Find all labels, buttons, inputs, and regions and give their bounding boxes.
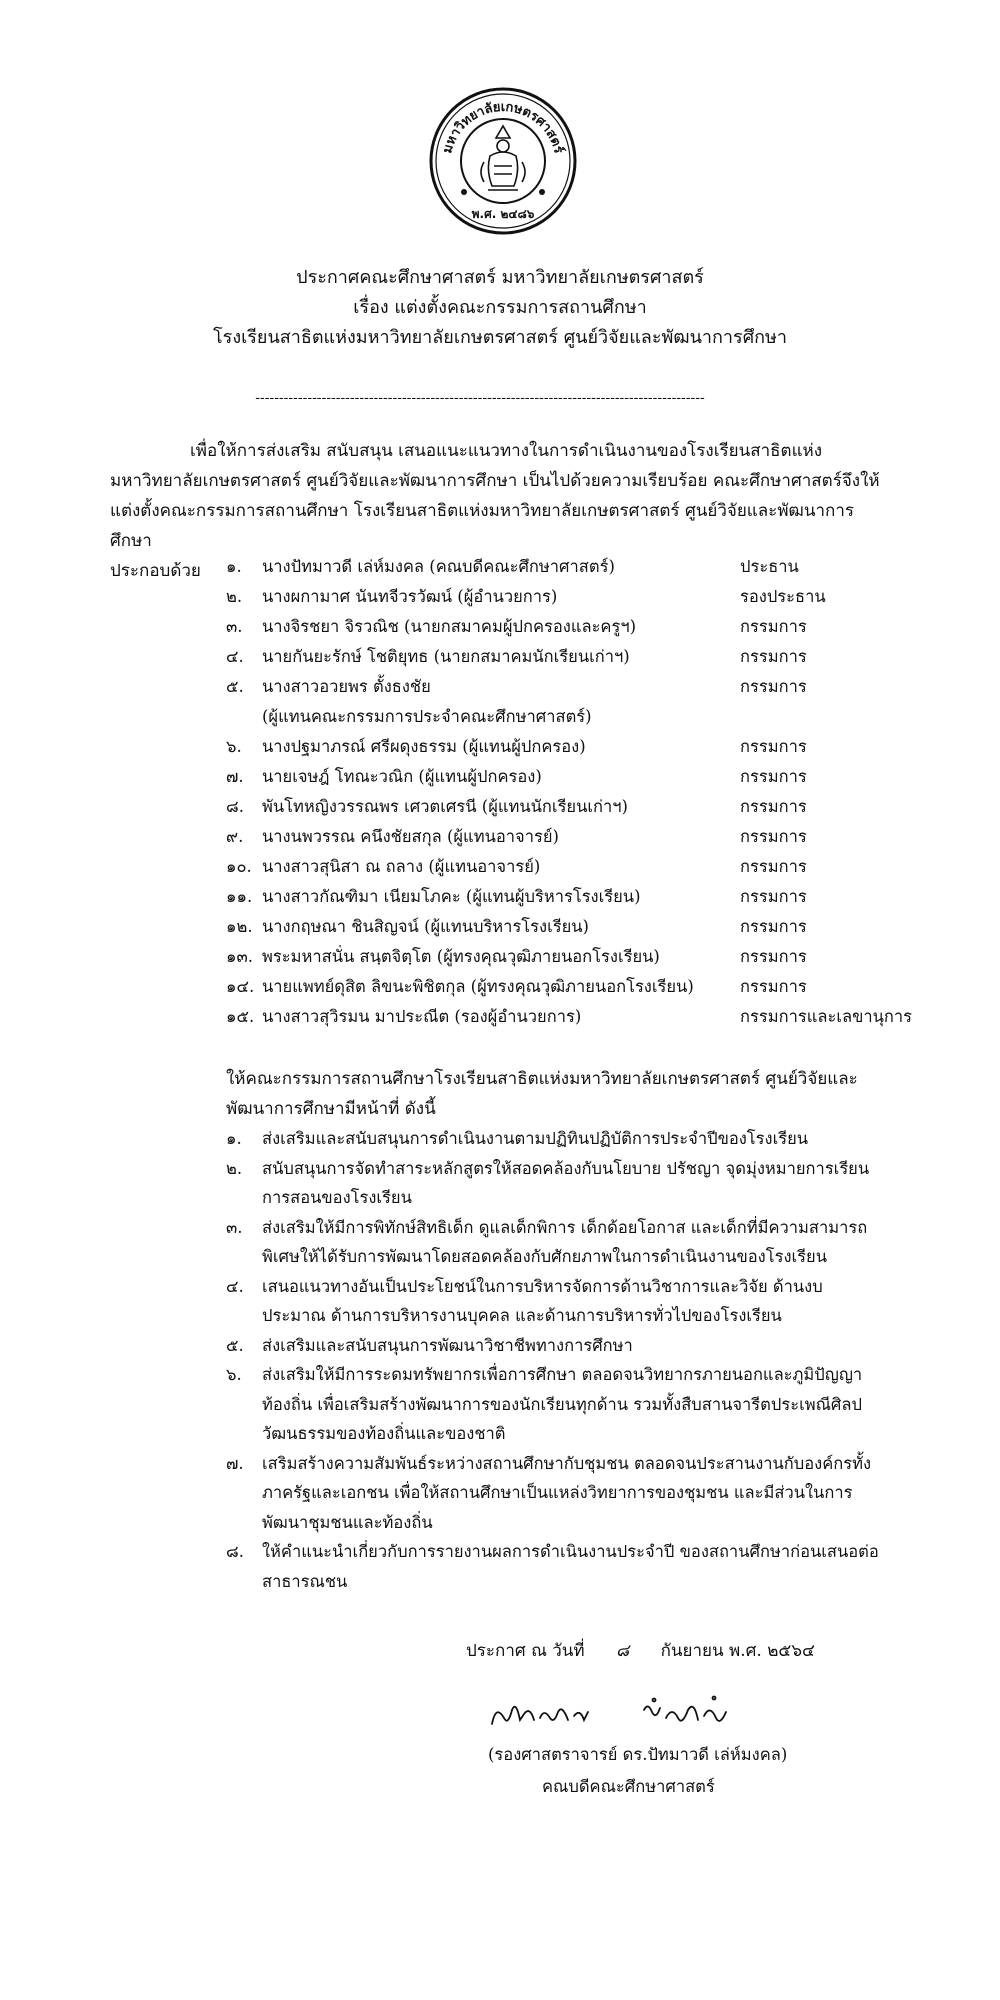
member-name: (ผู้แทนคณะกรรมการประจำคณะศึกษาศาสตร์)	[262, 707, 592, 726]
member-row	[226, 762, 906, 792]
member-number: ๑๕.	[226, 1007, 255, 1026]
duty-number: ๒.	[226, 1158, 243, 1178]
member-name: นางปัทมาวดี เล่ห์มงคล (คณบดีคณะศึกษาศาสตร์)	[262, 557, 615, 576]
member-name: นางผกามาศ นันทจีวรวัฒน์ (ผู้อำนวยการ)	[262, 587, 558, 606]
member-number: ๔.	[226, 647, 244, 666]
member-name: นายเจษฎ์ โทณะวณิก (ผู้แทนผู้ปกครอง)	[262, 767, 542, 786]
duty-text: ส่งเสริมให้มีการระดมทรัพยากรเพื่อการศึกษา ตลอดจนวิทยากรภายนอกและภูมิปัญญาท้องถิ่น เพื่อเสริมสร้างพัฒนาการของนักเรียนทุกด้าน รวมทั้งสืบสานจารีตประเพณีศิลปวัฒนธรรมของท้องถิ่นและของชาติ	[262, 1365, 863, 1443]
duties-intro-line-2: พัฒนาการศึกษามีหน้าที่ ดังนี้	[226, 1099, 436, 1119]
member-number: ๙.	[226, 827, 244, 846]
member-role: กรรมการและเลขานุการ	[740, 1007, 913, 1026]
member-number: ๑๐.	[226, 857, 252, 876]
member-row	[226, 732, 906, 762]
member-row	[226, 642, 906, 672]
member-row-continuation	[226, 702, 906, 732]
member-name: นางปฐมาภรณ์ ศรีผดุงธรรม (ผู้แทนผู้ปกครอง)	[262, 737, 586, 756]
member-number: ๕.	[226, 677, 244, 696]
member-number: ๗.	[226, 767, 244, 786]
member-number: ๑๑.	[226, 887, 253, 906]
member-row	[226, 942, 906, 972]
duty-item	[226, 1360, 886, 1449]
intro-line-4: ประกอบด้วย	[110, 561, 201, 581]
duty-text: ส่งเสริมให้มีการพิทักษ์สิทธิเด็ก ดูแลเด็กพิการ เด็กด้อยโอกาส และเด็กที่มีความสามารถพิเศษให้ได้รับการพัฒนาโดยสอดคล้องกับศักยภาพในการดำเนินงานของโรงเรียน	[262, 1217, 868, 1266]
duty-item	[226, 1449, 886, 1538]
member-number: ๑๔.	[226, 977, 255, 996]
signer-name: (รองศาสตราจารย์ ดร.ปัทมาวดี เล่ห์มงคล)	[488, 1745, 788, 1764]
member-name: นางกฤษณา ชินสิญจน์ (ผู้แทนบริหารโรงเรียน)	[262, 917, 589, 936]
duty-item	[226, 1213, 886, 1272]
duty-text: เสนอแนวทางอันเป็นประโยชน์ในการบริหารจัดการด้านวิชาการและวิจัย ด้านงบประมาณ ด้านการบริหารงานบุคคล และด้านการบริหารทั่วไปของโรงเรียน	[262, 1276, 823, 1325]
member-role: กรรมการ	[740, 947, 807, 966]
member-row	[226, 972, 906, 1002]
signer-title: คณบดีคณะศึกษาศาสตร์	[542, 1777, 715, 1796]
member-role: กรรมการ	[740, 857, 807, 876]
member-row	[226, 552, 906, 582]
member-role: กรรมการ	[740, 647, 807, 666]
member-row	[226, 882, 906, 912]
member-name: นายกันยะรักษ์ โชติยุทธ (นายกสมาคมนักเรียนเก่าฯ)	[262, 647, 630, 666]
university-seal-logo	[428, 86, 578, 236]
duties-intro-line-1: ให้คณะกรรมการสถานศึกษาโรงเรียนสาธิตแห่งมหาวิทยาลัยเกษตรศาสตร์ ศูนย์วิจัยและ	[226, 1069, 858, 1089]
intro-line-1: เพื่อให้การส่งเสริม สนับสนุน เสนอแนะแนวทางในการดำเนินงานของโรงเรียนสาธิตแห่ง	[190, 441, 823, 461]
header-title-line-2: เรื่อง แต่งตั้งคณะกรรมการสถานศึกษา	[353, 297, 647, 318]
duty-number: ๔.	[226, 1276, 244, 1296]
member-name: นางนพวรรณ คนึงชัยสกุล (ผู้แทนอาจารย์)	[262, 827, 559, 846]
member-name: พระมหาสนั่น สนฺตจิตฺโต (ผู้ทรงคุณวุฒิภายนอกโรงเรียน)	[262, 947, 660, 966]
duty-number: ๕.	[226, 1335, 244, 1355]
announce-month-year: กันยายน พ.ศ. ๒๕๖๔	[660, 1641, 815, 1661]
member-number: ๑.	[226, 557, 242, 576]
member-role: กรรมการ	[740, 887, 807, 906]
member-name: นางสาวสุวิรมน มาประณีต (รองผู้อำนวยการ)	[262, 1007, 582, 1026]
announce-day: ๘	[616, 1641, 630, 1661]
announcement-date	[466, 1636, 815, 1666]
member-number: ๒.	[226, 587, 243, 606]
member-role: กรรมการ	[740, 677, 807, 696]
duties-intro-paragraph	[226, 1064, 886, 1124]
announce-prefix: ประกาศ ณ วันที่	[466, 1641, 585, 1661]
member-role: กรรมการ	[740, 917, 807, 936]
svg-text:พ.ศ. ๒๔๘๖: พ.ศ. ๒๔๘๖	[471, 207, 535, 221]
duty-number: ๖.	[226, 1365, 242, 1384]
member-role: กรรมการ	[740, 977, 807, 996]
member-number: ๖.	[226, 737, 242, 756]
member-row	[226, 582, 906, 612]
member-name: นางจิรชยา จิรวณิช (นายกสมาคมผู้ปกครองและครูฯ)	[262, 617, 637, 636]
duty-text: เสริมสร้างความสัมพันธ์ระหว่างสถานศึกษากับชุมชน ตลอดจนประสานงานกับองค์กรทั้งภาครัฐและเอกชน เพื่อให้สถานศึกษาเป็นแหล่งวิทยาการของชุมชน และมีส่วนในการพัฒนาชุมชนและท้องถิ่น	[262, 1453, 872, 1532]
duty-item	[226, 1124, 886, 1154]
member-number: ๓.	[226, 617, 243, 636]
header-title-line-1: ประกาศคณะศึกษาศาสตร์ มหาวิทยาลัยเกษตรศาสตร์	[296, 267, 704, 288]
member-name: พันโทหญิงวรรณพร เศวตเศรนี (ผู้แทนนักเรียนเก่าฯ)	[262, 797, 628, 816]
member-name: นางสาวสุนิสา ณ ถลาง (ผู้แทนอาจารย์)	[262, 857, 541, 876]
duty-item	[226, 1154, 886, 1213]
member-name: นางสาวกัณฑิมา เนียมโภคะ (ผู้แทนผู้บริหารโรงเรียน)	[262, 887, 641, 906]
member-row	[226, 612, 906, 642]
member-role: ประธาน	[740, 557, 799, 576]
member-row	[226, 822, 906, 852]
duty-text: ให้คำแนะนำเกี่ยวกับการรายงานผลการดำเนินงานประจำปี ของสถานศึกษาก่อนเสนอต่อสาธารณชน	[262, 1542, 879, 1591]
header-title-line-3: โรงเรียนสาธิตแห่งมหาวิทยาลัยเกษตรศาสตร์ ศูนย์วิจัยและพัฒนาการศึกษา	[212, 327, 788, 348]
duties-list	[226, 1124, 886, 1596]
member-number: ๘.	[226, 797, 244, 816]
member-role: รองประธาน	[740, 587, 826, 606]
document-header	[120, 263, 880, 353]
member-role: กรรมการ	[740, 737, 807, 756]
duty-text: ส่งเสริมและสนับสนุนการพัฒนาวิชาชีพทางการศึกษา	[262, 1335, 633, 1355]
member-row	[226, 912, 906, 942]
member-row	[226, 852, 906, 882]
intro-line-3: แต่งตั้งคณะกรรมการสถานศึกษา โรงเรียนสาธิตแห่งมหาวิทยาลัยเกษตรศาสตร์ ศูนย์วิจัยและพัฒนาการศึกษา	[110, 501, 855, 551]
member-role: กรรมการ	[740, 827, 807, 846]
duty-text: ส่งเสริมและสนับสนุนการดำเนินงานตามปฏิทินปฏิบัติการประจำปีของโรงเรียน	[262, 1129, 809, 1148]
member-name: นายแพทย์ดุสิต ลิขนะพิชิตกุล (ผู้ทรงคุณวุฒิภายนอกโรงเรียน)	[262, 977, 694, 996]
duty-number: ๓.	[226, 1217, 243, 1237]
intro-line-2: มหาวิทยาลัยเกษตรศาสตร์ ศูนย์วิจัยและพัฒนาการศึกษา เป็นไปด้วยความเรียบร้อย คณะศึกษาศาสตร์จึงให้	[110, 471, 880, 491]
member-row	[226, 672, 906, 702]
duty-item	[226, 1331, 886, 1361]
duty-number: ๑.	[226, 1129, 242, 1148]
member-role: กรรมการ	[740, 797, 807, 816]
duty-text: สนับสนุนการจัดทำสาระหลักสูตรให้สอดคล้องกับนโยบาย ปรัชญา จุดมุ่งหมายการเรียนการสอนของโรงเรียน	[262, 1158, 870, 1207]
duty-number: ๘.	[226, 1542, 244, 1561]
header-divider: -----------------------------------------------------------------------------------------------	[255, 390, 705, 406]
member-row	[226, 1002, 913, 1032]
duty-item	[226, 1537, 886, 1596]
member-number: ๑๒.	[226, 917, 253, 936]
committee-member-list	[226, 552, 913, 1032]
duty-number: ๗.	[226, 1453, 244, 1473]
member-row	[226, 792, 906, 822]
member-name: นางสาวอวยพร ตั้งธงชัย	[262, 677, 431, 696]
handwritten-signature	[484, 1690, 744, 1736]
duty-item	[226, 1272, 886, 1331]
member-role: กรรมการ	[740, 617, 807, 636]
member-role: กรรมการ	[740, 767, 807, 786]
svg-text:มหาวิทยาลัยเกษตรศาสตร์: มหาวิทยาลัยเกษตรศาสตร์	[440, 99, 566, 156]
member-number: ๑๓.	[226, 947, 253, 966]
